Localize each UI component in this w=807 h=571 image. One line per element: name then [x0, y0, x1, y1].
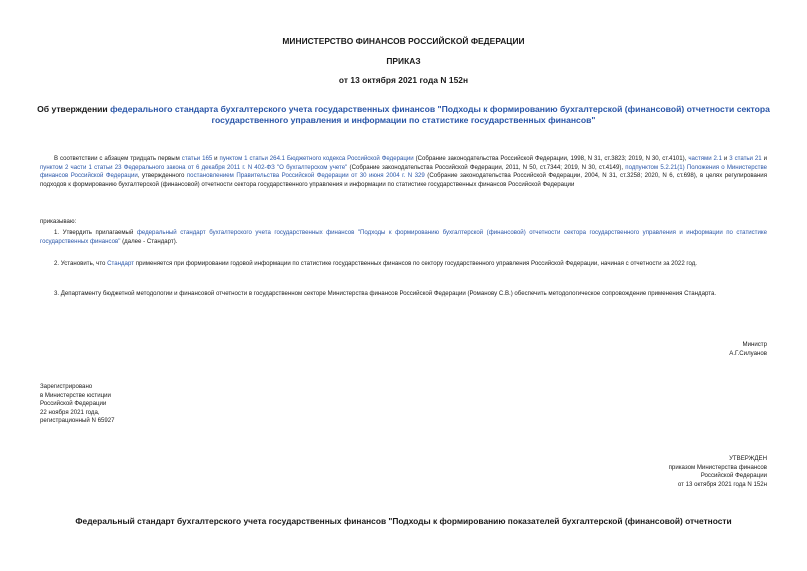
item-2-text: применяется при формировании годовой информации по статистике государственных финансов по сектору государственного управления Российской Федерации, начиная с отчетности за 2022 год.	[134, 260, 697, 267]
item-2	[40, 260, 767, 269]
registration-line: в Министерстве юстиции	[40, 391, 111, 399]
item-2-standard-link[interactable]: Стандарт	[107, 260, 134, 267]
item-3	[40, 290, 767, 299]
preamble-text: , утвержденного	[137, 172, 187, 180]
item-1	[40, 229, 767, 246]
link-article-165[interactable]: статьи 165	[181, 155, 213, 162]
order-word: приказываю:	[40, 218, 77, 225]
link-government-decree[interactable]: постановлением Правительства Российской Федерации от 30 июня 2004 г. N 329	[186, 172, 425, 180]
link-ministry-regulation[interactable]: подпунктом 5.2.21(1) Положения о Министерстве финансов Российской Федерации	[40, 163, 768, 180]
signature-block	[729, 341, 767, 358]
order-title-prefix: Об утверждении	[37, 104, 111, 114]
link-budget-code[interactable]: пунктом 1 статьи 264.1 Бюджетного кодекса Российской Федерации	[219, 155, 414, 162]
approved-line: УТВЕРЖДЕН	[729, 455, 767, 462]
approved-line: от 13 октября 2021 года N 152н	[677, 480, 767, 488]
preamble-paragraph	[40, 155, 767, 189]
preamble-text: В соответствии с абзацем тридцать первым	[54, 155, 182, 162]
document-type: ПРИКАЗ	[386, 56, 421, 66]
registration-line: регистрационный N 65927	[40, 417, 115, 425]
link-part-2-1[interactable]: частями 2.1	[688, 155, 723, 162]
standard-title: Федеральный стандарт бухгалтерского учета государственных финансов "Подходы к формированию показателей бухгалтерской (финансовой) отчетности	[75, 516, 732, 526]
registration-block	[40, 383, 115, 426]
order-title-link[interactable]: федерального стандарта бухгалтерского учета государственных финансов "Подходы к формированию бухгалтерской (финансовой) отчетности сектора государственного управления и информации по статистике государственных финансов"	[110, 104, 770, 125]
preamble-text: и	[761, 155, 767, 162]
signature-name: А.Г.Силуанов	[729, 349, 767, 357]
registration-line: 22 ноября 2021 года,	[40, 408, 100, 416]
order-date-number: от 13 октября 2021 года N 152н	[338, 75, 469, 85]
registration-line: Российской Федерации	[40, 400, 107, 408]
ministry-name: МИНИСТЕРСТВО ФИНАНСОВ РОССИЙСКОЙ ФЕДЕРАЦИИ	[282, 36, 525, 46]
registration-line: Зарегистрировано	[40, 383, 93, 390]
order-title	[20, 104, 787, 126]
preamble-text: (Собрание законодательства Российской Федерации, 2004, N 31, ст.3258; 2020, N 6, ст.698), в целях регулирования подходов к формированию бухгалтерской (финансовой) отчетности сектора государственного управления и информации по статистике государственных финансов Российской Федерации	[40, 172, 767, 188]
preamble-text: и	[212, 155, 220, 162]
item-2-text: 2. Установить, что	[54, 260, 108, 267]
link-article-21[interactable]: 3 статьи 21	[729, 155, 762, 162]
item-3-text: 3. Департаменту бюджетной методологии и финансовой отчетности в государственном секторе Министерства финансов Российской Федерации (Романову С.В.) обеспечить методологическое сопровождение применения Стандарта.	[54, 290, 717, 297]
link-accounting-law[interactable]: пунктом 2 части 1 статьи 23 Федерального закона от 6 декабря 2011 г. N 402-ФЗ "О бухгалтерском учете"	[40, 163, 348, 171]
preamble-text: (Собрание законодательства Российской Федерации, 1998, N 31, ст.3823; 2019, N 30, ст.4101),	[413, 155, 689, 162]
item-1-text: 1. Утвердить прилагаемый	[54, 229, 137, 236]
item-1-standard-link[interactable]: федеральный стандарт бухгалтерского учета государственных финансов "Подходы к формированию бухгалтерской (финансовой) отчетности сектора государственного управления и информации по статистике государственных финансов"	[40, 229, 767, 245]
approved-line: Российской Федерации	[700, 472, 767, 480]
approved-line: приказом Министерства финансов	[668, 463, 767, 471]
signature-position: Министр	[742, 341, 767, 348]
preamble-text: и	[722, 155, 730, 162]
approved-block	[669, 455, 767, 489]
item-1-text: (далее - Стандарт).	[120, 237, 178, 245]
preamble-text: (Собрание законодательства Российской Федерации, 2011, N 50, ст.7344; 2019, N 30, ст.4149),	[347, 163, 626, 171]
